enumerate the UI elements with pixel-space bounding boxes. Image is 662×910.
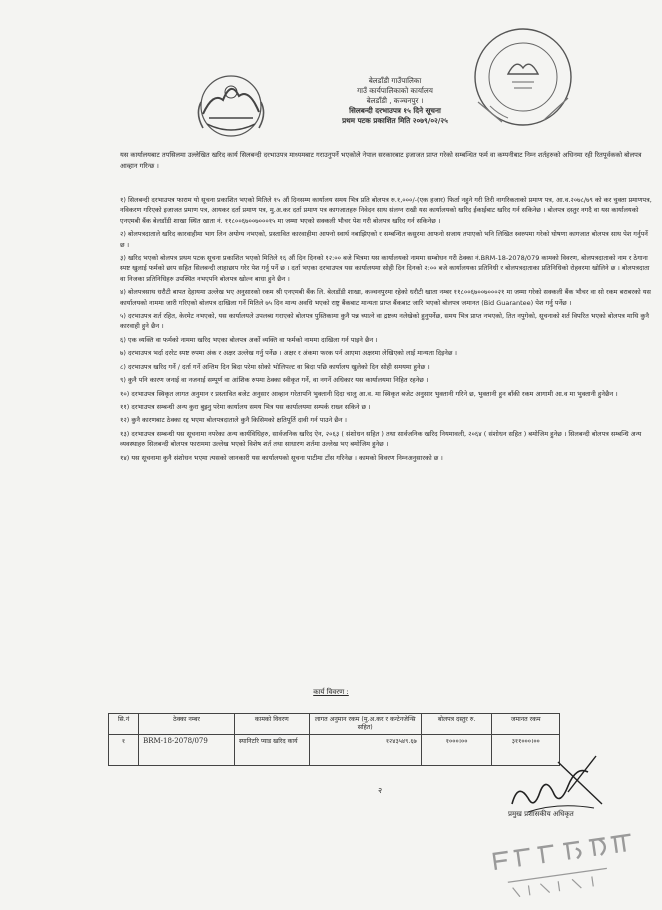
condition-8: ८) दरभाउपत्र खरिद गर्ने / दर्ता गर्ने अन्तिम दिन बिदा परेमा सोको भोलिपल्ट वा बिदा पछि कार्यालय खुलेको दिन सोही समयमा हुनेछ । (120, 362, 430, 371)
condition-11: ११) दरभाउपत्र सम्बन्धी अन्य कुरा बुझ्नु परेमा कार्यालय समय भित्र यस कार्यालयमा सम्पर्क राख्न सकिने छ । (120, 402, 371, 411)
condition-4: ४) बोलपत्रसाथ धरौटी बापत देहायमा उल्लेख भए अनुसारको रकम श्री एनएमबी बैंक लि. बेलडाँडी शाखा, कञ्चनपुरमा रहेको धरौटी खाता नम्बर ११८००६७००७०००२१ मा जम्मा गरेको सक्कली बैंक भौचर वा सो रकम बराबरको यस कार्यालयको नाममा जारी गरिएको बोलपत्र दाखिला गर्ने मितिले ७५ दिन मान्य अवधि भएको राष्ट्र बैंकबाट मान्यता प्राप्त बैंकबाट जारि भएको बोलपत्र जमानत (Bid Guarantee) पेश गर्नु पर्नेछ । (120, 288, 651, 307)
letterhead (300, 76, 490, 126)
cell-work-description: स्यानिटरि प्याड खरिद कार्य (234, 735, 309, 766)
table-header-row (109, 714, 560, 735)
condition-3: ३) खरिद भएको बोलपत्र प्रथम पटक सूचना प्रकाशित भएको मितिले १६ औं दिन दिनको १२:०० बजे भित्रमा यस कार्यालयको नाममा सम्बोधन गरी ठेक्का नं.BRM-18-2078/079 कामको विवरण, बोलपत्रदाताको नाम र ठेगाना स्पष्ट खुलाई फर्मको छाप सहित सिलबन्दी लाहाछाप गरेर पेश गर्नु पर्ने छ । दर्ता भएका दरभाउपत्र यस कार्यालयमा सोही दिन दिनको २:०० बजे कार्यालयका प्रतिनिधी र बोलपत्रदाताका प्रतिनिधिको रोहवरमा खोलिने छ । बोलपत्रदाता वा निजका प्रतिनिधिहरु उपस्थित नभएपनि बोलपत्र खोल्न बाधा हुने छैन । (120, 254, 650, 283)
col-serial: सि.नं (109, 714, 139, 735)
col-bid-fee: बोलपत्र दस्तुर रु. (421, 714, 492, 735)
condition-1: १) सिलबन्दी दरभाउपत्र फाराम यो सूचना प्रकाशित भएको मितिले १५ औं दिनसम्म कार्यालय समय भित्र प्रति बोलपत्र रु.१,०००/-(एक हजार) फिर्ता नहुने गरी तिरी नागरिकताको प्रमाण पत्र, आ.व.२०७८/७९ को कर चुक्ता प्रमाणपत्र, नविकरण गरिएको इजाजत प्रमाण पत्र, आयकर दर्ता प्रमाण पत्र, मु.अ.कर दर्ता प्रमाण पत्र कागजातहरु निवेदन साथ संलग्न राखी यस कार्यालयको खरिद ईकाईबाट खरिद गर्न सकिनेछ । बोलपत्र दस्तुर नगदै वा यस कार्यालयको एनएमबी बैंक बेलडाँडी शाखा स्थित खाता नं. ११८००६७००७०००१५ मा जम्मा भएको सक्कली भौचर पेश गरी बोलपत्र खरिद गर्न सकिनेछ । (120, 196, 652, 225)
condition-14: १४) यस सूचनामा कुनै संशोधन भएमा त्यसको जानकारी यस कार्यालयको सूचना पाटीमा टाँस गरिनेछ । कामको विवरण निम्नअनुसारको छ । (120, 453, 443, 462)
work-details-table (108, 713, 560, 766)
municipality-name: बेलडाँडी गाउँपालिका (368, 76, 422, 85)
cell-bid-fee: १०००।०० (421, 735, 492, 766)
condition-5: ५) दरभाउपत्र शर्त रहित, केरमेट नभएको, यस कार्यालयले उपलब्ध गराएको बोलपत्र पुस्तिकामा कुनै पन्न च्यात्ने वा द्रष्टव्य नलेखेको हुनुपर्नेछ, समय भित्र प्राप्त नभएको, तित नपुगेको, सूचनाको शर्त विपरित भएको बोलपत्र माथि कुनै कारवाही हुने छैन । (120, 312, 649, 331)
table-row (109, 735, 560, 766)
name-stamp (486, 830, 646, 900)
work-details-title: कार्य विवरण : (313, 688, 349, 696)
cell-security-amount: ३११०००।०० (492, 735, 560, 766)
col-contract-number: ठेक्का नम्बर (139, 714, 235, 735)
cell-contract-number: BRM-18-2078/079 (139, 735, 235, 766)
cell-serial: १ (109, 735, 139, 766)
publish-date: प्रथम पटक प्रकाशित मिति २०७९/०२/२५ (342, 116, 448, 125)
office-address: बेलडाँडी , कञ्चनपुर । (366, 96, 424, 105)
cell-cost-estimate: १२४३५४९.६७ (309, 735, 421, 766)
condition-10: १०) दरभाउपत्र स्विकृत लागत अनुमान र प्रस्तावित बजेट अनुसार आव्हान गरेतापनि भुक्तानी दिदा चालु आ.व. मा स्विकृत बजेट अनुसार भुक्तानी गरिने छ, भुक्तानी हुन बाँकी रकम आगामी आ.व मा भुक्तानी हुनेछैन । (120, 389, 618, 398)
office-name: गाउँ कार्यपालिकाको कार्यालय (357, 86, 433, 95)
signatory-title: प्रमुख प्रशासकीय अधिकृत (508, 810, 574, 818)
col-work-description: कामको विवरण (234, 714, 309, 735)
condition-12: १२) कुनै कारणबाट ठेक्का रद्द भएमा बोलपत्रदाताले कुनै किसिमको क्षतिपूर्ति दावी गर्न पाउने छैन । (120, 416, 347, 425)
condition-2: २) बोलपत्रदाताले खरिद कारवाहीमा भाग लिन अयोग्य नभएको, प्रस्तावित कारवाहीमा आफ्नो स्वार्थ नबाझिएको र सम्बन्धित कसुरमा आफनो सजाय तपाएको भनि लिखित स्वरुपमा गरेको घोषणा कागजात बोलपत्र साथ पेश गर्नुपर्ने छ । (120, 230, 648, 249)
condition-6: ६) एक व्यक्ति वा फर्मको नाममा खरिद भएका बोलपत्र अर्को व्यक्ति वा फर्मको नाममा दाखिला गर्न पाइने छैन । (120, 335, 378, 344)
conditions-list (120, 195, 652, 466)
condition-7: ७) दरभाउपत्र भर्दा दररेट स्पष्ट रुपमा अंक र अक्षर उल्लेख गर्नु पर्नेछ । अक्षर र अंकमा फरक पर्न आएमा अक्षरमा लेखिएको लाई मान्यता दिइनेछ । (120, 349, 457, 358)
notice-title: सिलबन्दी दरभाउपत्र १५ दिने सूचना (349, 106, 441, 115)
government-emblem-icon (189, 62, 273, 146)
intro-paragraph: यस कार्यालयबाट तपसिलमा उल्लेखित खरिद कार्य सिलबन्दी दरभाउपत्र माध्यमबाट गराउनुपर्ने भएकोले नेपाल सरकारबाट इजाजत प्राप्त गरेको सम्बन्धित फर्म वा कम्पनीबाट निम्न शर्तहरुको अधिनमा रही रितपूर्वकको बोलपत्र आव्हान गरिन्छ । (120, 151, 642, 170)
col-security-amount: जमानत रकम (492, 714, 560, 735)
condition-9: ९) कुनै पनि कारण जनाई वा नजनाई सम्पूर्ण वा आंशिक रुपमा ठेक्का स्वीकृत गर्ने, वा नगर्ने अधिकार यस कार्यालयमा निहित रहनेछ । (120, 376, 429, 385)
col-cost-estimate: लागत अनुमान रकम (मु.अ.कर र कन्टेनजेन्सि सहित) (309, 714, 421, 735)
page-number: २ (378, 786, 383, 795)
condition-13: १३) दरभाउपत्र सम्बन्धी यस सूचनामा नपरेका अन्य कार्यविधिहरु, सार्वजनिक खरिद ऐन, २०६३ ( संशोधन सहित ) तथा सार्वजनिक खरिद नियमावली, २०६४ ( संशोधन सहित ) बमोजिम हुनेछ । सिलबन्दी बोलपत्र सम्बन्धि अन्य व्यवस्थाहरु सिलबन्दी बोलपत्र फाराममा उल्लेख भएको विशेष शर्त तथा साधारण शर्तमा उल्लेख भए बमोजिम हुनेछ । (120, 429, 642, 449)
